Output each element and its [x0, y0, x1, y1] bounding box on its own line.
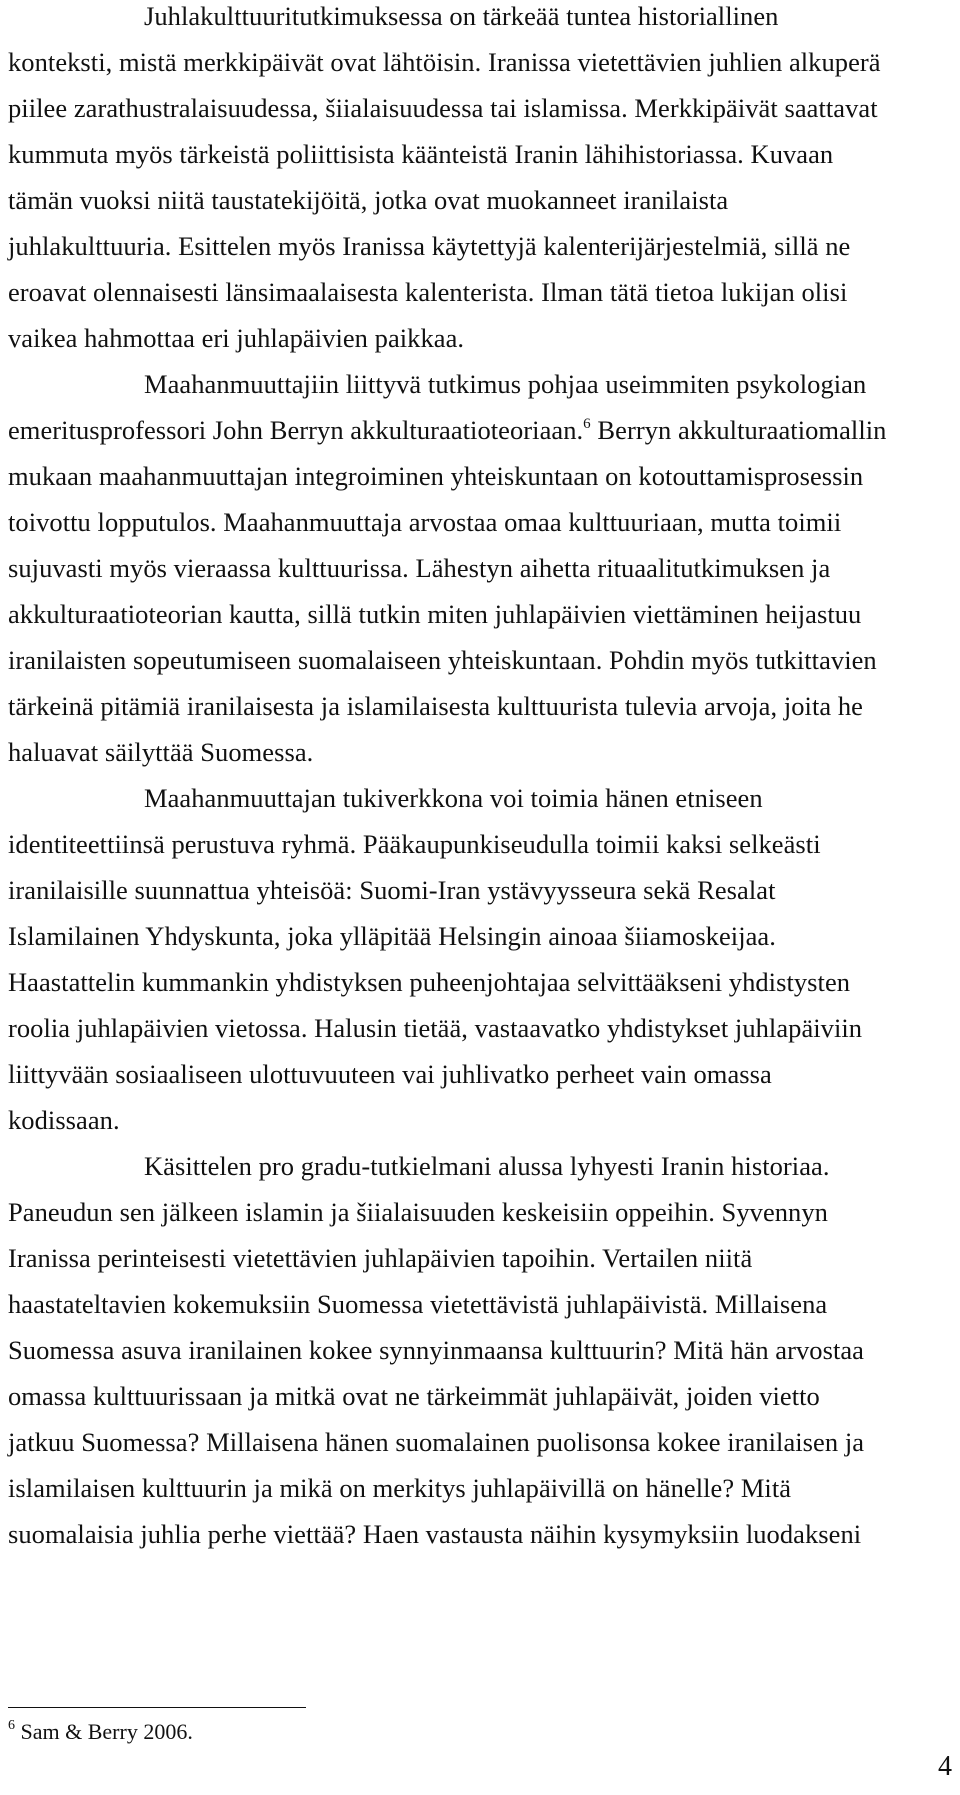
- text-line: Käsittelen pro gradu-tutkielmani alussa lyhyesti Iranin historiaa.: [144, 1151, 830, 1181]
- footnote-reference: 6: [583, 416, 591, 432]
- text-line: omassa kulttuurissaan ja mitkä ovat ne tärkeimmät juhlapäivät, joiden vietto: [8, 1381, 820, 1411]
- text-line: Paneudun sen jälkeen islamin ja šiialaisuuden keskeisiin oppeihin. Syvennyn: [8, 1197, 828, 1227]
- footnote-text: Sam & Berry 2006.: [15, 1719, 193, 1744]
- text-line: identiteettiinsä perustuva ryhmä. Pääkaupunkiseudulla toimii kaksi selkeästi: [8, 829, 821, 859]
- text-segment: emeritusprofessori John Berryn akkulturaatioteoriaan.: [8, 415, 584, 445]
- text-line: iranilaisten sopeutumiseen suomalaiseen yhteiskuntaan. Pohdin myös tutkittavien: [8, 645, 877, 675]
- text-line: Iranissa perinteisesti vietettävien juhlapäivien tapoihin. Vertailen niitä: [8, 1243, 753, 1273]
- footnote-marker: 6: [8, 1718, 15, 1733]
- text-line: Haastattelin kummankin yhdistyksen puheenjohtajaa selvittääkseni yhdistysten: [8, 967, 851, 997]
- text-line: eroavat olennaisesti länsimaalaisesta kalenterista. Ilman tätä tietoa lukijan olisi: [8, 277, 848, 307]
- text-line: liittyvään sosiaaliseen ulottuvuuteen vai juhlivatko perheet vain omassa: [8, 1059, 772, 1089]
- text-line: islamilaisen kulttuurin ja mikä on merkitys juhlapäivillä on hänelle? Mitä: [8, 1473, 792, 1503]
- footnote: [8, 1717, 193, 1747]
- text-line: kodissaan.: [8, 1105, 120, 1135]
- text-line: jatkuu Suomessa? Millaisena hänen suomalainen puolisonsa kokee iranilaisen ja: [8, 1427, 865, 1457]
- text-line: [8, 414, 886, 446]
- text-line: haluavat säilyttää Suomessa.: [8, 737, 314, 767]
- text-line: tärkeinä pitämiä iranilaisesta ja islamilaisesta kulttuurista tulevia arvoja, joita he: [8, 691, 863, 721]
- text-line: suomalaisia juhlia perhe viettää? Haen vastausta näihin kysymyksiin luodakseni: [8, 1519, 862, 1549]
- page-number: 4: [938, 1751, 952, 1782]
- text-line: Islamilainen Yhdyskunta, joka ylläpitää Helsingin ainoaa šiiamoskeijaa.: [8, 921, 776, 951]
- footnote-separator: [8, 1707, 306, 1708]
- text-line: roolia juhlapäivien vietossa. Halusin tietää, vastaavatko yhdistykset juhlapäiviin: [8, 1013, 863, 1043]
- text-line: juhlakulttuuria. Esittelen myös Iranissa käytettyjä kalenterijärjestelmiä, sillä ne: [8, 231, 851, 261]
- text-line: akkulturaatioteorian kautta, sillä tutkin miten juhlapäivien viettäminen heijastuu: [8, 599, 862, 629]
- text-segment: Berryn akkulturaatiomallin: [590, 415, 887, 445]
- text-line: Juhlakulttuuritutkimuksessa on tärkeää tuntea historiallinen: [144, 1, 779, 31]
- text-line: konteksti, mistä merkkipäivät ovat lähtöisin. Iranissa vietettävien juhlien alkuperä: [8, 47, 881, 77]
- text-line: haastateltavien kokemuksiin Suomessa vietettävistä juhlapäivistä. Millaisena: [8, 1289, 828, 1319]
- text-line: Suomessa asuva iranilainen kokee synnyinmaansa kulttuurin? Mitä hän arvostaa: [8, 1335, 864, 1365]
- text-line: piilee zarathustralaisuudessa, šiialaisuudessa tai islamissa. Merkkipäivät saattavat: [8, 93, 878, 123]
- text-line: toivottu lopputulos. Maahanmuuttaja arvostaa omaa kulttuuriaan, mutta toimii: [8, 507, 842, 537]
- text-line: tämän vuoksi niitä taustatekijöitä, jotka ovat muokanneet iranilaista: [8, 185, 729, 215]
- text-line: kummuta myös tärkeistä poliittisista käänteistä Iranin lähihistoriassa. Kuvaan: [8, 139, 834, 169]
- text-line: vaikea hahmottaa eri juhlapäivien paikkaa.: [8, 323, 465, 353]
- text-line: mukaan maahanmuuttajan integroiminen yhteiskuntaan on kotouttamisprosessin: [8, 461, 864, 491]
- text-line: iranilaisille suunnattua yhteisöä: Suomi-Iran ystävyysseura sekä Resalat: [8, 875, 776, 905]
- text-line: Maahanmuuttajiin liittyvä tutkimus pohjaa useimmiten psykologian: [144, 369, 867, 399]
- text-line: Maahanmuuttajan tukiverkkona voi toimia hänen etniseen: [144, 783, 763, 813]
- text-line: sujuvasti myös vieraassa kulttuurissa. Lähestyn aihetta rituaalitutkimuksen ja: [8, 553, 831, 583]
